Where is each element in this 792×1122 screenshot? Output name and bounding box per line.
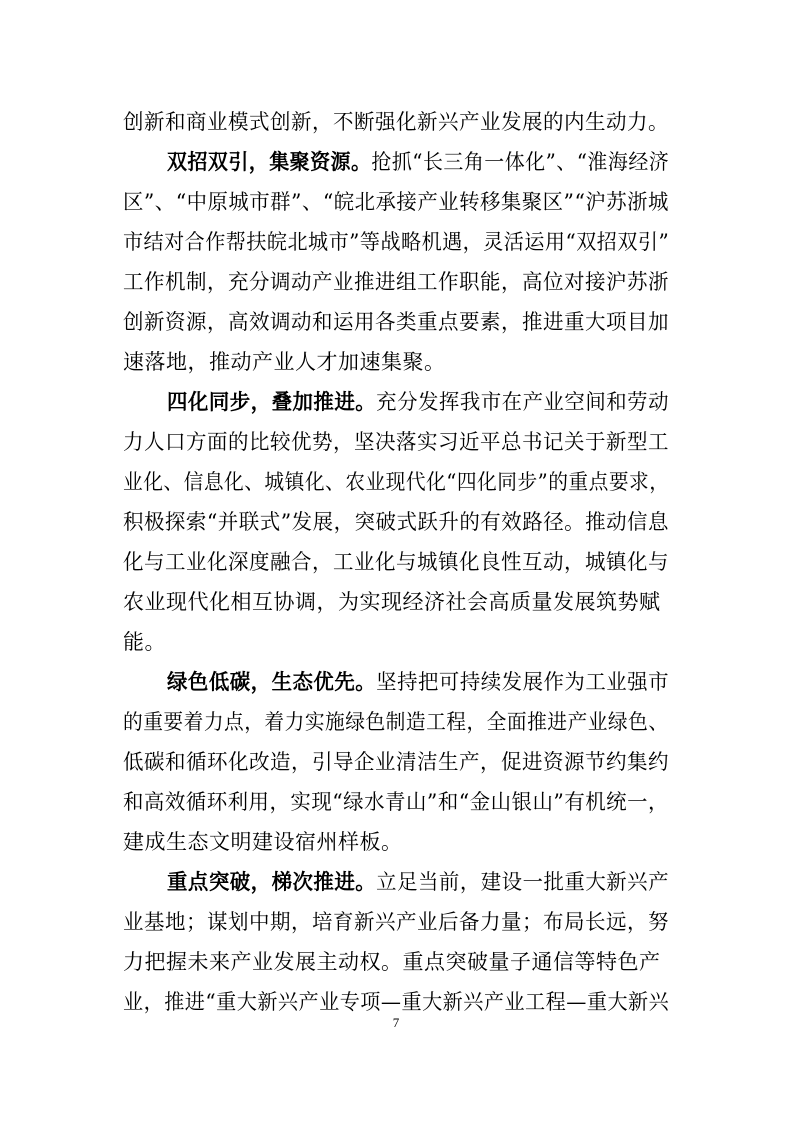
text-line <box>123 230 669 254</box>
text-line <box>123 430 669 454</box>
text-line <box>123 950 661 974</box>
line-text: 市结对合作帮扶皖北城市”等战略机遇，灵活运用“双招双引” <box>123 230 670 254</box>
line-text: 立足当前，建设一批重大新兴产 <box>376 870 669 894</box>
line-text: 业化、信息化、城镇化、农业现代化“四化同步”的重点要求， <box>123 470 670 494</box>
line-text: 农业现代化相互协调，为实现经济社会高质量发展筑势赋 <box>123 590 661 614</box>
text-line <box>123 510 669 534</box>
text-line <box>167 150 669 174</box>
line-text: 能。 <box>123 630 166 654</box>
text-line <box>123 110 669 134</box>
line-text: 积极探索“并联式”发展，突破式跃升的有效路径。推动信息 <box>123 510 669 534</box>
text-line <box>123 270 669 294</box>
line-text: 创新资源，高效调动和运用各类重点要素，推进重大项目加 <box>123 310 669 334</box>
text-line <box>123 990 669 1014</box>
paragraph-heading: 四化同步，叠加推进。 <box>167 389 377 414</box>
text-line <box>123 630 166 654</box>
line-text: 力人口方面的比较优势，坚决落实习近平总书记关于新型工 <box>123 430 669 454</box>
text-line <box>123 350 446 374</box>
line-text: 业基地；谋划中期，培育新兴产业后备力量；布局长远，努 <box>123 910 669 934</box>
line-text: 抢抓“长三角一体化”、“淮海经济 <box>371 150 670 174</box>
text-line <box>123 910 669 934</box>
line-text: 充分发挥我市在产业空间和劳动 <box>376 390 669 414</box>
text-line <box>123 590 661 614</box>
line-text: 的重要着力点，着力实施绿色制造工程，全面推进产业绿色、 <box>123 710 669 734</box>
line-text: 工作机制，充分调动产业推进组工作职能，高位对接沪苏浙 <box>123 270 669 294</box>
line-text: 低碳和循环化改造，引导企业清洁生产，促进资源节约集约 <box>123 750 669 774</box>
paragraph-heading: 双招双引，集聚资源。 <box>167 149 372 174</box>
line-text: 和高效循环利用，实现“绿水青山”和“金山银山”有机统一， <box>123 790 669 814</box>
line-text: 建成生态文明建设宿州样板。 <box>123 830 403 854</box>
text-line <box>123 190 669 214</box>
line-text: 力把握未来产业发展主动权。重点突破量子通信等特色产 <box>123 950 661 974</box>
text-line <box>167 390 669 414</box>
text-line <box>123 750 669 774</box>
text-line <box>123 470 669 494</box>
line-text: 创新和商业模式创新，不断强化新兴产业发展的内生动力。 <box>123 110 669 134</box>
paragraph-heading: 重点突破，梯次推进。 <box>167 869 377 894</box>
text-line <box>123 790 669 814</box>
text-line <box>123 830 403 854</box>
line-text: 区”、“中原城市群”、“皖北承接产业转移集聚区”“沪苏浙城 <box>123 190 669 214</box>
line-text: 化与工业化深度融合，工业化与城镇化良性互动，城镇化与 <box>123 550 669 574</box>
page-number: 7 <box>392 1015 400 1030</box>
paragraph-heading: 绿色低碳，生态优先。 <box>167 669 377 694</box>
text-line <box>123 310 669 334</box>
text-line <box>167 870 669 894</box>
line-text: 坚持把可持续发展作为工业强市 <box>376 670 669 694</box>
text-line <box>123 710 669 734</box>
text-line <box>123 550 669 574</box>
text-line <box>167 670 669 694</box>
line-text: 速落地，推动产业人才加速集聚。 <box>123 350 446 374</box>
line-text: 业，推进“重大新兴产业专项—重大新兴产业工程—重大新兴 <box>123 990 670 1014</box>
